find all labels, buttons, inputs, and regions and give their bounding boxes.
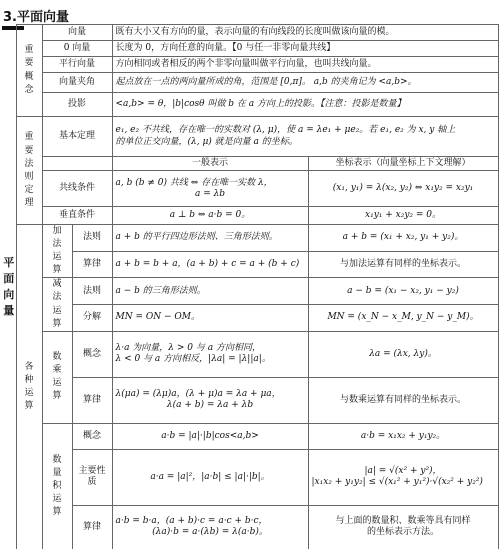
table-row xyxy=(2,73,498,93)
row-name: 主要性质 xyxy=(72,449,112,505)
general-cell: λ(μa) = (λμ)a，(λ + μ)a = λa + μa， λ(a + b) = λa + λb xyxy=(112,377,308,423)
section-cell xyxy=(16,225,42,549)
subsection-label: 加法运算 xyxy=(52,225,62,277)
coord-cell: a·b = x₁x₂ + y₁y₂。 xyxy=(308,423,498,449)
page-title: 3.平面向量 xyxy=(3,6,69,25)
coord-cell: (x₁, y₁) = λ(x₂, y₂) ⇔ x₁y₂ = x₂y₁ xyxy=(308,171,498,207)
subsection-cell xyxy=(42,423,72,549)
row-name: 向量 xyxy=(42,25,112,41)
row-name: 算律 xyxy=(72,505,112,549)
row-name: 概念 xyxy=(72,331,112,377)
row-text: 起点放在一点的两向量所成的角，范围是 [0,π]。 a,b 的夹角记为 <a,b>。 xyxy=(112,73,498,93)
table-row xyxy=(2,305,498,332)
table-row xyxy=(2,377,498,423)
table-row xyxy=(2,117,498,157)
general-cell: a, b (b ≠ 0) 共线 ⇔ 存在唯一实数 λ， a = λb xyxy=(112,171,308,207)
coord-cell: x₁y₁ + x₂y₂ = 0。 xyxy=(308,207,498,225)
general-cell: a·a = |a|²，|a·b| ≤ |a|·|b|。 xyxy=(112,449,308,505)
vector-summary-table xyxy=(2,24,499,549)
table-row xyxy=(2,505,498,549)
table-row xyxy=(2,331,498,377)
table-row xyxy=(2,93,498,117)
general-cell: MN = ON − OM。 xyxy=(112,305,308,332)
row-name: 平行向量 xyxy=(42,57,112,73)
section-label: 重要概念 xyxy=(24,44,34,96)
section-cell xyxy=(16,25,42,117)
row-name: 共线条件 xyxy=(42,171,112,207)
general-cell: λ·a 为向量，λ > 0 与 a 方向相同， λ < 0 与 a 方向相反，|λa| = |λ||a|。 xyxy=(112,331,308,377)
row-text: 方向相同或者相反的两个非零向量叫做平行向量，也叫共线向量。 xyxy=(112,57,498,73)
coord-cell: 与数乘运算有同样的坐标表示。 xyxy=(308,377,498,423)
coord-cell: a − b = (x₁ − x₂, y₁ − y₂) xyxy=(308,278,498,305)
coord-cell: MN = (x_N − x_M, y_N − y_M)。 xyxy=(308,305,498,332)
subsection-label: 减法运算 xyxy=(52,278,62,330)
column-header: 坐标表示（向量坐标上下文理解） xyxy=(308,157,498,171)
column-header: 一般表示 xyxy=(112,157,308,171)
subsection-cell xyxy=(42,278,72,331)
row-name: 投影 xyxy=(42,93,112,117)
coord-cell: 与上面的数量积、数乘等具有同样 的坐标表示方法。 xyxy=(308,505,498,549)
subsection-cell xyxy=(42,225,72,278)
table-row xyxy=(2,278,498,305)
section-cell xyxy=(16,117,42,225)
row-text: e₁, e₂ 不共线，存在唯一的实数对 (λ, μ)，使 a = λe₁ + μe₂。若 e₁, e₂ 为 x, y 轴上 的单位正交向量，(λ, μ) 就是向量 a 的坐标。 xyxy=(112,117,498,157)
row-name: 垂直条件 xyxy=(42,207,112,225)
row-name: 算律 xyxy=(72,377,112,423)
row-name: 算律 xyxy=(72,251,112,278)
coord-cell: λa = (λx, λy)。 xyxy=(308,331,498,377)
table-row xyxy=(2,157,498,171)
general-cell: a + b = b + a，(a + b) + c = a + (b + c) xyxy=(112,251,308,278)
category-label: 平面向量 xyxy=(3,255,15,319)
table-row xyxy=(2,57,498,73)
row-name: 基本定理 xyxy=(42,117,112,157)
subsection-cell xyxy=(42,331,72,423)
table-row xyxy=(2,207,498,225)
row-name: 概念 xyxy=(72,423,112,449)
general-cell: a·b = b·a，(a + b)·c = a·c + b·c， (λa)·b = a·(λb) = λ(a·b)。 xyxy=(112,505,308,549)
category-cell xyxy=(2,25,16,549)
row-text: <a,b> = θ，|b|cosθ 叫做 b 在 a 方向上的投影。【注意：投影是数量】 xyxy=(112,93,498,117)
table-row xyxy=(2,41,498,57)
empty-cell xyxy=(42,157,112,171)
row-name: 向量夹角 xyxy=(42,73,112,93)
row-name: 法则 xyxy=(72,225,112,252)
table-row xyxy=(2,171,498,207)
table-row xyxy=(2,251,498,278)
subsection-label: 数乘运算 xyxy=(52,351,62,403)
coord-cell: 与加法运算有同样的坐标表示。 xyxy=(308,251,498,278)
row-name: 法则 xyxy=(72,278,112,305)
table-row xyxy=(2,225,498,252)
table-row xyxy=(2,423,498,449)
row-name: 0 向量 xyxy=(42,41,112,57)
general-cell: a·b = |a|·|b|cos<a,b> xyxy=(112,423,308,449)
coord-cell: |a| = √(x² + y²)， |x₁x₂ + y₁y₂| ≤ √(x₁² + y₁²)·√(x₂² + y₂²) xyxy=(308,449,498,505)
section-label: 各种运算 xyxy=(24,361,34,413)
general-cell: a + b 的平行四边形法则、三角形法则。 xyxy=(112,225,308,252)
coord-cell: a + b = (x₁ + x₂, y₁ + y₂)。 xyxy=(308,225,498,252)
general-cell: a − b 的三角形法则。 xyxy=(112,278,308,305)
subsection-label: 数量积运算 xyxy=(52,454,62,519)
table-row xyxy=(2,25,498,41)
table-row xyxy=(2,449,498,505)
section-label: 重要法则定理 xyxy=(24,131,34,209)
row-text: 既有大小又有方向的量，表示向量的有向线段的长度叫做该向量的模。 xyxy=(112,25,498,41)
general-cell: a ⊥ b ⇔ a·b = 0。 xyxy=(112,207,308,225)
row-text: 长度为 0，方向任意的向量。【0 与任一非零向量共线】 xyxy=(112,41,498,57)
row-name: 分解 xyxy=(72,305,112,332)
